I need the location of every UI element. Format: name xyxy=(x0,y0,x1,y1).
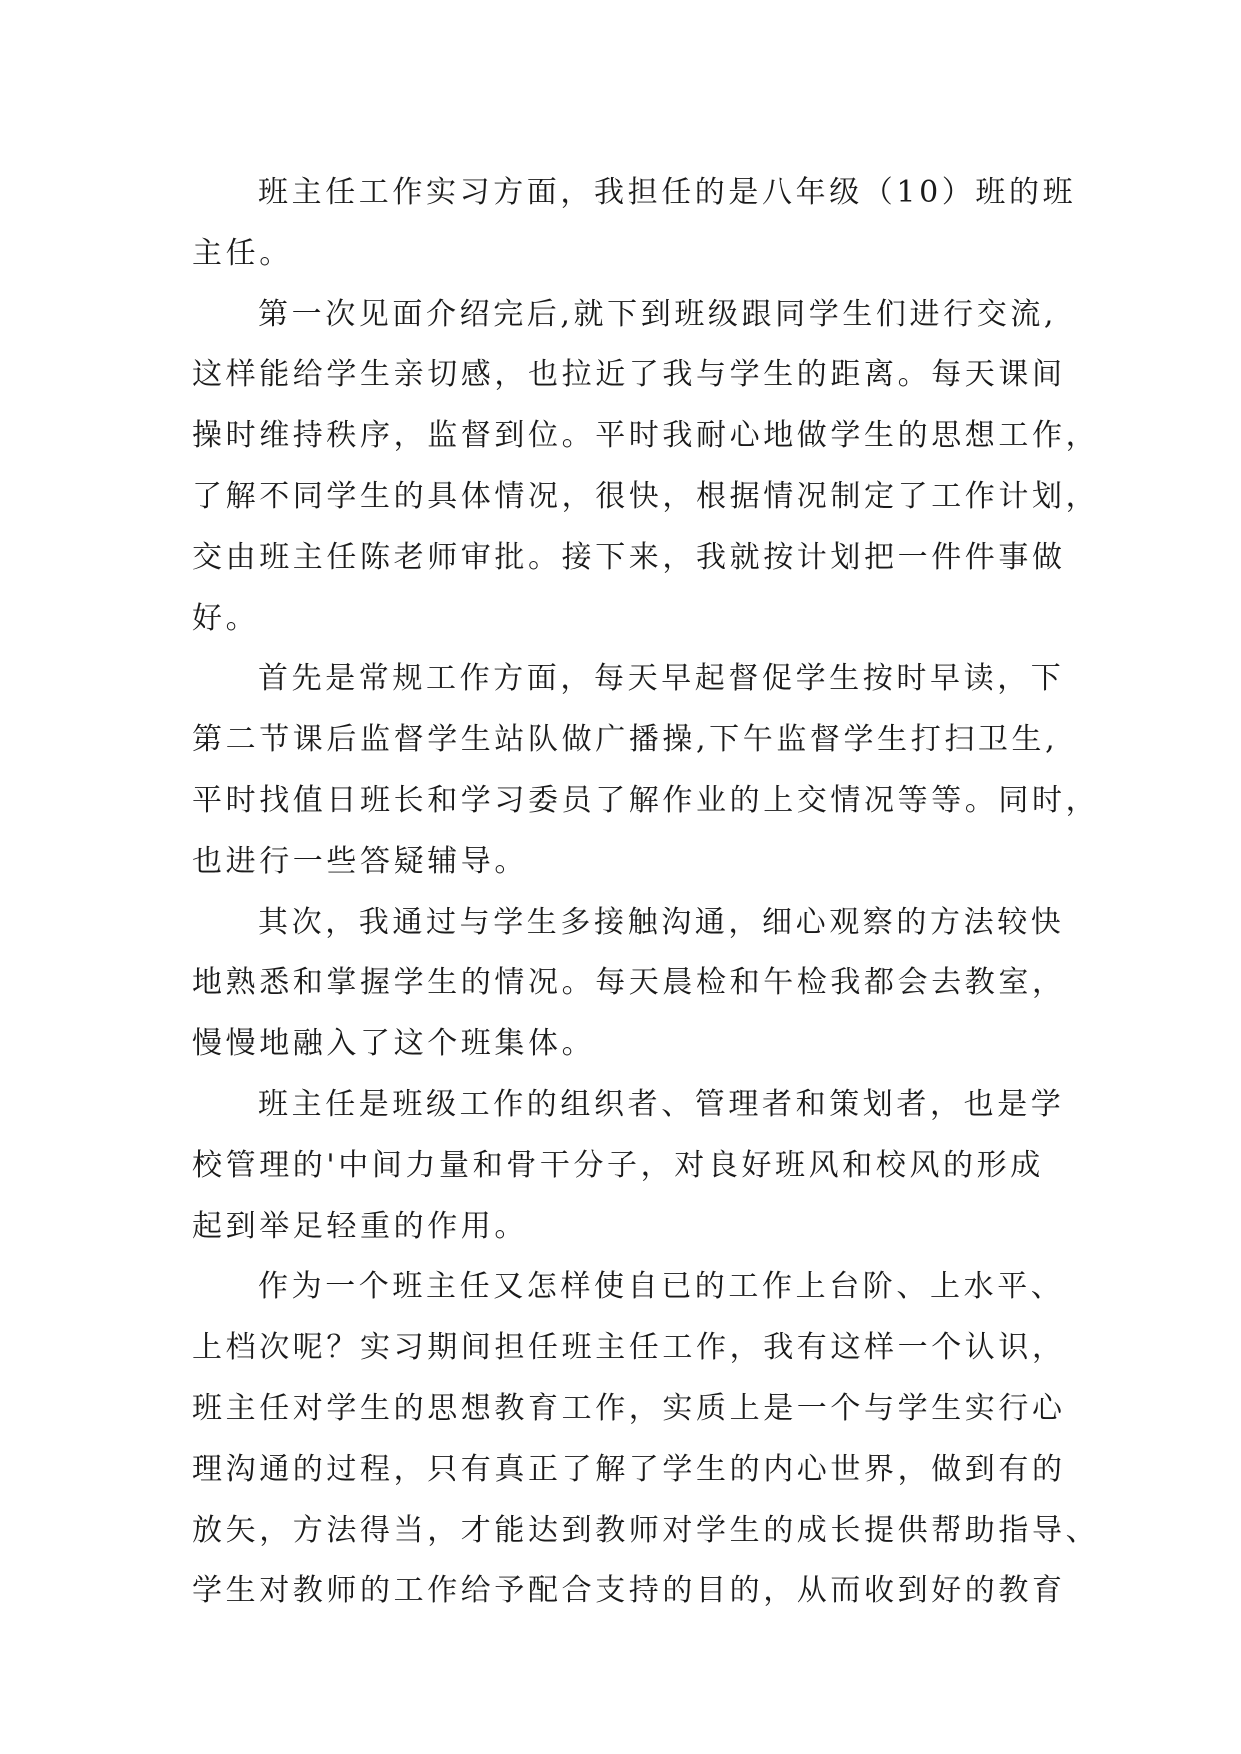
text-line: 班主任工作实习方面，我担任的是八年级（10）班的班 xyxy=(258,175,1077,210)
text-line: 操时维持秩序，监督到位。平时我耐心地做学生的思想工作， xyxy=(192,418,1100,454)
text-line: 也进行一些答疑辅导。 xyxy=(192,843,528,879)
text-line: 第一次见面介绍完后,就下到班级跟同学生们进行交流, xyxy=(258,296,1058,332)
text-line: 放矢，方法得当，才能达到教师对学生的成长提供帮助指导、 xyxy=(192,1512,1100,1548)
text-line: 好。 xyxy=(192,600,260,636)
document-body xyxy=(192,163,1100,1622)
text-line: 起到举足轻重的作用。 xyxy=(192,1208,528,1244)
paragraph-5 xyxy=(192,1075,1064,1257)
text-line: 第二节课后监督学生站队做广播操,下午监督学生打扫卫生, xyxy=(192,722,1059,758)
text-line: 理沟通的过程，只有真正了解了学生的内心世界，做到有的 xyxy=(192,1451,1066,1487)
paragraph-1 xyxy=(192,163,1077,285)
text-line: 交由班主任陈老师审批。接下来，我就按计划把一件件事做 xyxy=(192,539,1066,575)
text-line: 这样能给学生亲切感，也拉近了我与学生的距离。每天课间 xyxy=(192,357,1066,393)
paragraph-3 xyxy=(192,649,1100,892)
text-line: 地熟悉和掌握学生的情况。每天晨检和午检我都会去教室， xyxy=(192,965,1066,1001)
text-line: 首先是常规工作方面，每天早起督促学生按时早读，下 xyxy=(258,661,1065,697)
paragraph-2 xyxy=(192,285,1100,650)
text-line: 了解不同学生的具体情况，很快，根据情况制定了工作计划， xyxy=(192,478,1100,514)
paragraph-4 xyxy=(192,893,1064,1075)
text-line: 上档次呢？实习期间担任班主任工作，我有这样一个认识， xyxy=(192,1330,1066,1366)
text-line: 平时找值日班长和学习委员了解作业的上交情况等等。同时， xyxy=(192,782,1100,818)
text-line: 主任。 xyxy=(192,235,293,271)
text-line: 其次，我通过与学生多接触沟通，细心观察的方法较快 xyxy=(258,904,1065,940)
text-line: 慢慢地融入了这个班集体。 xyxy=(192,1026,596,1062)
text-line: 学生对教师的工作给予配合支持的目的，从而收到好的教育 xyxy=(192,1573,1066,1609)
text-line: 班主任是班级工作的组织者、管理者和策划者，也是学 xyxy=(258,1086,1065,1122)
text-line: 校管理的'中间力量和骨干分子，对良好班风和校风的形成 xyxy=(192,1147,1044,1183)
paragraph-6 xyxy=(192,1257,1100,1622)
text-line: 班主任对学生的思想教育工作，实质上是一个与学生实行心 xyxy=(192,1390,1066,1426)
text-line: 作为一个班主任又怎样使自已的工作上台阶、上水平、 xyxy=(258,1269,1065,1305)
